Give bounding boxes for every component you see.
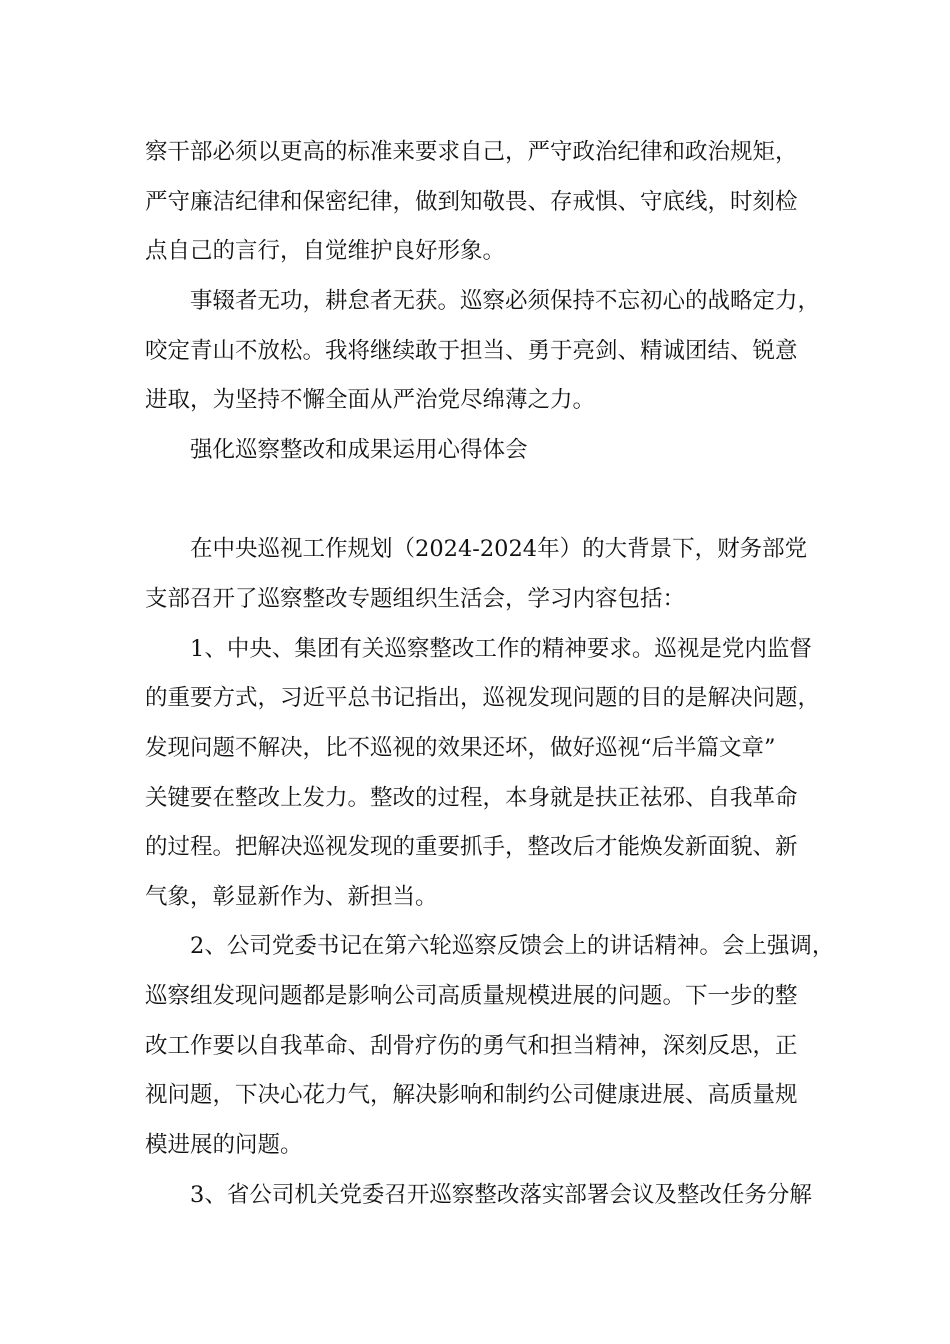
paragraph-first-line: 事辍者无功，耕怠者无获。巡察必须保持不忘初心的战略定力， bbox=[190, 288, 821, 314]
paragraph-first-line: 3、省公司机关党委召开巡察整改落实部署会议及整改任务分解 bbox=[190, 1182, 812, 1208]
text-line: 的重要方式，习近平总书记指出，巡视发现问题的目的是解决问题， bbox=[145, 685, 821, 711]
text-line: 巡察组发现问题都是影响公司高质量规模进展的问题。下一步的整 bbox=[145, 983, 798, 1009]
text-line: 改工作要以自我革命、刮骨疗伤的勇气和担当精神，深刻反思，正 bbox=[145, 1033, 798, 1059]
section-heading: 强化巡察整改和成果运用心得体会 bbox=[190, 437, 528, 463]
text-line: 察干部必须以更高的标准来要求自己，严守政治纪律和政治规矩， bbox=[145, 139, 798, 165]
text-line: 气象，彰显新作为、新担当。 bbox=[145, 884, 438, 910]
text-line: 视问题，下决心花力气，解决影响和制约公司健康进展、高质量规 bbox=[145, 1082, 798, 1108]
text-line: 严守廉洁纪律和保密纪律，做到知敬畏、存戒惧、守底线，时刻检 bbox=[145, 189, 798, 215]
paragraph-first-line: 1、中央、集团有关巡察整改工作的精神要求。巡视是党内监督 bbox=[190, 636, 812, 662]
paragraph-first-line: 2、公司党委书记在第六轮巡察反馈会上的讲话精神。会上强调， bbox=[190, 933, 835, 959]
text-line: 咬定青山不放松。我将继续敢于担当、勇于亮剑、精诚团结、锐意 bbox=[145, 338, 798, 364]
text-line: 模进展的问题。 bbox=[145, 1132, 303, 1158]
paragraph-first-line: 在中央巡视工作规划（2024-2024年）的大背景下，财务部党 bbox=[190, 536, 808, 562]
text-line: 的过程。把解决巡视发现的重要抓手，整改后才能焕发新面貌、新 bbox=[145, 834, 798, 860]
text-line: 进取，为坚持不懈全面从严治党尽绵薄之力。 bbox=[145, 387, 596, 413]
text-line: 发现问题不解决，比不巡视的效果还坏，做好巡视“后半篇文章” bbox=[145, 735, 776, 761]
text-line: 点自己的言行，自觉维护良好形象。 bbox=[145, 238, 506, 264]
text-line: 支部召开了巡察整改专题组织生活会，学习内容包括： bbox=[145, 586, 686, 612]
text-line: 关键要在整改上发力。整改的过程，本身就是扶正祛邪、自我革命 bbox=[145, 785, 798, 811]
